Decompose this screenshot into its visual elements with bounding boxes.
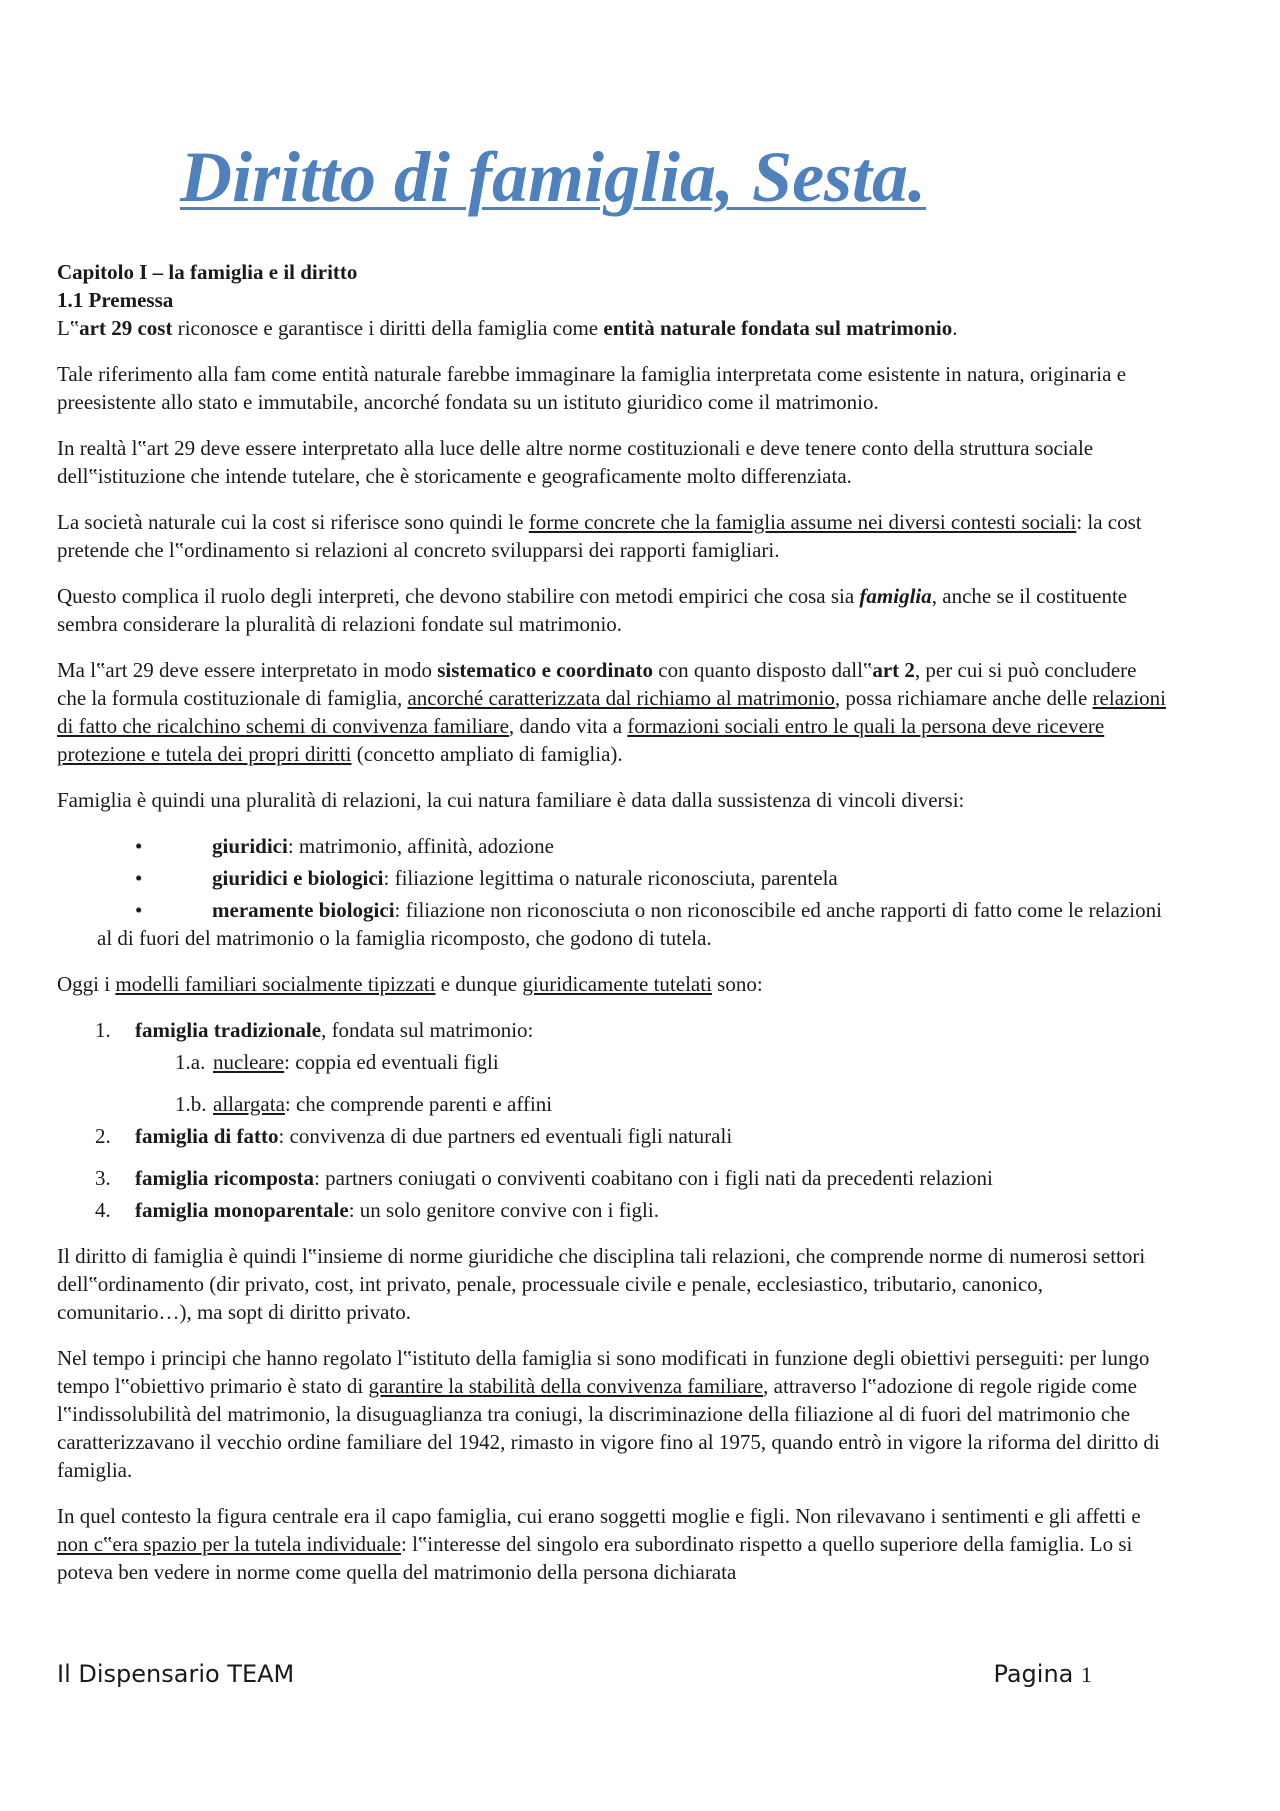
document-body xyxy=(57,258,1167,1604)
list-item: 3. famiglia ricomposta: partners coniugati o conviventi coabitano con i figli nati da precedenti relazioni xyxy=(95,1166,993,1190)
paragraph-9: Il diritto di famiglia è quindi l‟insieme di norme giuridiche che disciplina tali relazioni, che comprende norme di numerosi settori dell‟ordinamento (dir privato, cost, int privato, penale, processuale civile e penale, ecclesiastico, tributario, canonico, comunitario…), ma sopt di diritto privato. xyxy=(57,1244,1146,1324)
chapter-heading: Capitolo I – la famiglia e il diritto xyxy=(57,260,358,284)
list-item: • meramente biologici: filiazione non riconosciuta o non riconoscibile ed anche rapporti di fatto come le relazioni al di fuori del matrimonio o la famiglia ricomposto, che godono di tutela. xyxy=(97,898,1162,950)
paragraph-4: La società naturale cui la cost si riferisce sono quindi le forme concrete che la famiglia assume nei diversi contesti sociali: la cost pretende che l‟ordinamento si relazioni al concreto svilupparsi dei rapporti famigliari. xyxy=(57,510,1142,562)
list-item: 2. famiglia di fatto: convivenza di due partners ed eventuali figli naturali xyxy=(95,1124,733,1148)
bullet-list xyxy=(57,832,1167,952)
list-item: 1.b. allargata: che comprende parenti e affini xyxy=(175,1092,553,1116)
list-item: 4. famiglia monoparentale: un solo genitore convive con i figli. xyxy=(95,1198,659,1222)
paragraph-3: In realtà l‟art 29 deve essere interpretato alla luce delle altre norme costituzionali e deve tenere conto della struttura sociale dell‟istituzione che intende tutelare, che è storicamente e geograficamente molto differenziata. xyxy=(57,436,1094,488)
paragraph-7: Famiglia è quindi una pluralità di relazioni, la cui natura familiare è data dalla sussistenza di vincoli diversi: xyxy=(57,788,965,812)
footer-page-number: Pagina 1 xyxy=(993,1660,1092,1688)
paragraph-6: Ma l‟art 29 deve essere interpretato in modo sistematico e coordinato con quanto disposto dall‟art 2, per cui si può concludere che la formula costituzionale di famiglia, ancorché caratterizzata dal richiamo al matrimonio, possa richiamare anche delle relazioni di fatto che ricalchino schemi di convivenza familiare, dando vita a formazioni sociali entro le quali la persona deve ricevere protezione e tutela dei propri diritti (concetto ampliato di famiglia). xyxy=(57,658,1167,766)
list-item: 1. famiglia tradizionale, fondata sul matrimonio: xyxy=(95,1018,534,1042)
document-title: Diritto di famiglia, Sesta. xyxy=(180,137,927,217)
paragraph-5: Questo complica il ruolo degli interpreti, che devono stabilire con metodi empirici che cosa sia famiglia, anche se il costituente sembra considerare la pluralità di relazioni fondate sul matrimonio. xyxy=(57,584,1128,636)
paragraph-1: L‟art 29 cost riconosce e garantisce i diritti della famiglia come entità naturale fondata sul matrimonio. xyxy=(57,316,958,340)
section-heading: 1.1 Premessa xyxy=(57,288,174,312)
paragraph-8: Oggi i modelli familiari socialmente tipizzati e dunque giuridicamente tutelati sono: xyxy=(57,972,763,996)
paragraph-10: Nel tempo i principi che hanno regolato l‟istituto della famiglia si sono modificati in funzione degli obiettivi perseguiti: per lungo tempo l‟obiettivo primario è stato di garantire la stabilità della convivenza familiare, attraverso l‟adozione di regole rigide come l‟indissolubilità del matrimonio, la disuguaglianza tra coniugi, la discriminazione della filiazione al di fuori del matrimonio che caratterizzavano il vecchio ordine familiare del 1942, rimasto in vigore fino al 1975, quando entrò in vigore la riforma del diritto di famiglia. xyxy=(57,1346,1160,1482)
list-item: • giuridici: matrimonio, affinità, adozione xyxy=(135,834,554,858)
paragraph-2: Tale riferimento alla fam come entità naturale farebbe immaginare la famiglia interpretata come esistente in natura, originaria e preesistente allo stato e immutabile, ancorché fondata su un istituto giuridico come il matrimonio. xyxy=(57,362,1127,414)
list-item: 1.a. nucleare: coppia ed eventuali figli xyxy=(175,1050,499,1074)
numbered-list xyxy=(57,1016,1167,1224)
paragraph-11: In quel contesto la figura centrale era il capo famiglia, cui erano soggetti moglie e figli. Non rilevavano i sentimenti e gli affetti e non c‟era spazio per la tutela individuale: l‟interesse del singolo era subordinato rispetto a quello superiore della famiglia. Lo si poteva ben vedere in norme come quella del matrimonio della persona dichiarata xyxy=(57,1504,1141,1584)
footer-team-name: Il Dispensario TEAM xyxy=(57,1660,295,1688)
list-item: • giuridici e biologici: filiazione legittima o naturale riconosciuta, parentela xyxy=(135,866,838,890)
